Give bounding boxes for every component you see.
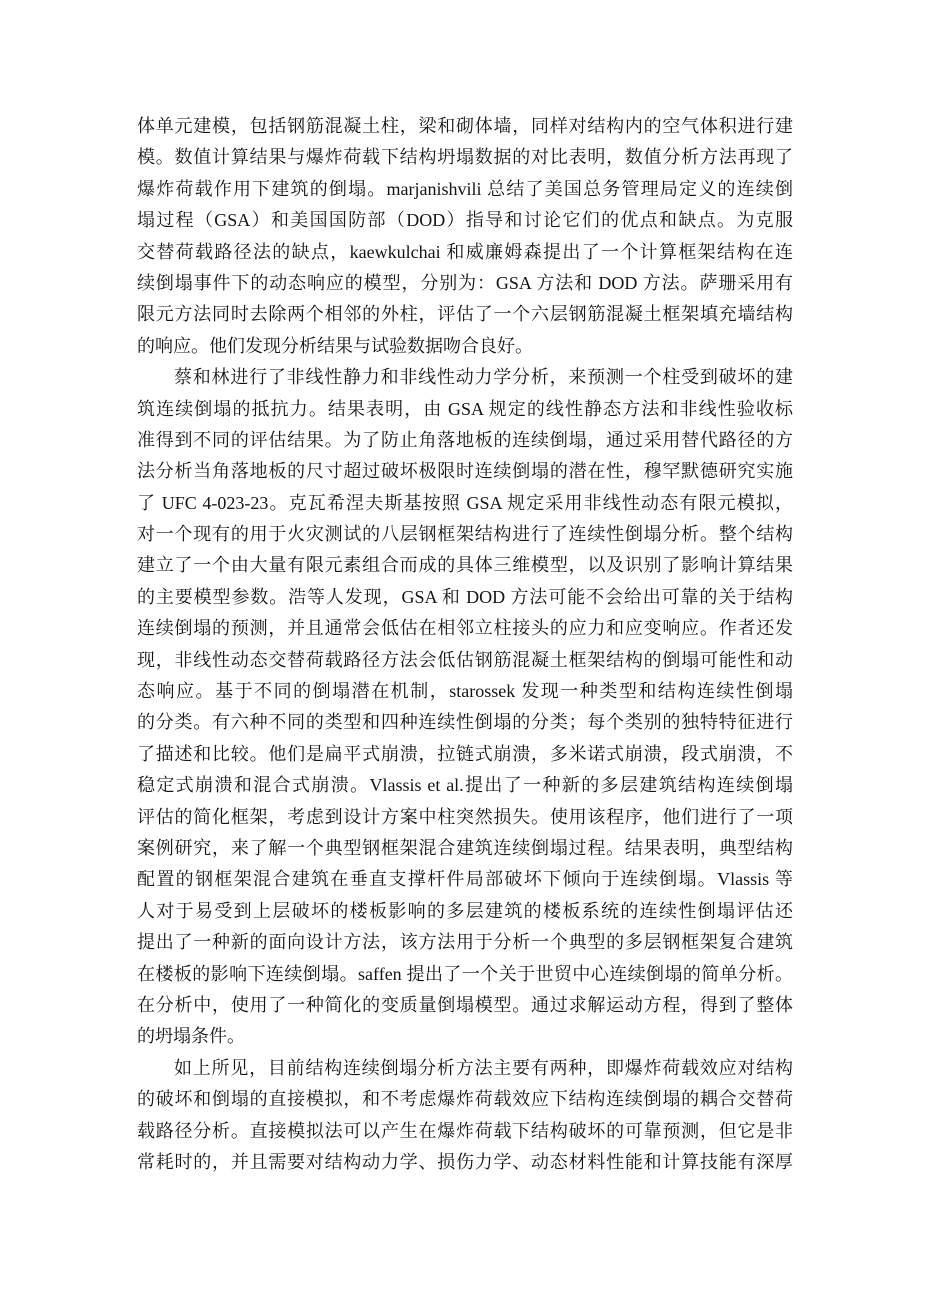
text-line: 配置的钢框架混合建筑在垂直支撑杆件局部破坏下倾向于连续倒塌。Vlassis 等 <box>137 869 793 890</box>
paragraph <box>137 362 793 1053</box>
text-line: 提出了一种新的面向设计方法，该方法用于分析一个典型的多层钢框架复合建筑 <box>137 932 793 953</box>
text-line: 人对于易受到上层破坏的楼板影响的多层建筑的楼板系统的连续性倒塌评估还 <box>137 900 793 921</box>
text-line: 在分析中，使用了一种简化的变质量倒塌模型。通过求解运动方程，得到了整体 <box>137 994 793 1015</box>
text-line: 模。数值计算结果与爆炸荷载下结构坍塌数据的对比表明，数值分析方法再现了 <box>137 147 793 168</box>
text-line: 爆炸荷载作用下建筑的倒塌。marjanishvili 总结了美国总务管理局定义的连续倒 <box>137 178 793 199</box>
text-line: 蔡和林进行了非线性静力和非线性动力学分析，来预测一个柱受到破坏的建 <box>174 367 793 388</box>
text-line: 筑连续倒塌的抵抗力。结果表明，由 GSA 规定的线性静态方法和非线性验收标 <box>137 398 793 419</box>
text-line: 现，非线性动态交替荷载路径方法会低估钢筋混凝土框架结构的倒塌可能性和动 <box>137 649 793 670</box>
text-line: 建立了一个由大量有限元素组合而成的具体三维模型，以及识别了影响计算结果 <box>137 555 793 576</box>
text-line: 常耗时的，并且需要对结构动力学、损伤力学、动态材料性能和计算技能有深厚 <box>137 1151 793 1172</box>
text-line: 的分类。有六种不同的类型和四种连续性倒塌的分类；每个类别的独特特征进行 <box>137 712 793 733</box>
text-line: 载路径分析。直接模拟法可以产生在爆炸荷载下结构破坏的可靠预测，但它是非 <box>137 1120 793 1141</box>
text-line: 在楼板的影响下连续倒塌。saffen 提出了一个关于世贸中心连续倒塌的简单分析。 <box>137 963 793 984</box>
text-line: 了描述和比较。他们是扁平式崩溃，拉链式崩溃，多米诺式崩溃，段式崩溃，不 <box>137 743 793 764</box>
text-block <box>137 111 793 1178</box>
paragraph <box>137 111 793 362</box>
text-line: 稳定式崩溃和混合式崩溃。Vlassis et al.提出了一种新的多层建筑结构连续倒塌 <box>137 775 793 796</box>
text-line: 连续倒塌的预测，并且通常会低估在相邻立柱接头的应力和应变响应。作者还发 <box>137 618 793 639</box>
text-line: 的破坏和倒塌的直接模拟，和不考虑爆炸荷载效应下结构连续倒塌的耦合交替荷 <box>137 1089 793 1110</box>
text-line: 法分析当角落地板的尺寸超过破坏极限时连续倒塌的潜在性，穆罕默德研究实施 <box>137 461 793 482</box>
text-line: 续倒塌事件下的动态响应的模型，分别为：GSA 方法和 DOD 方法。萨珊采用有 <box>137 272 793 293</box>
text-line: 的主要模型参数。浩等人发现，GSA 和 DOD 方法可能不会给出可靠的关于结构 <box>137 586 793 607</box>
text-line: 交替荷载路径法的缺点，kaewkulchai 和威廉姆森提出了一个计算框架结构在连 <box>137 241 793 262</box>
text-line: 的坍塌条件。 <box>137 1026 245 1047</box>
text-line: 的响应。他们发现分析结果与试验数据吻合良好。 <box>137 335 533 356</box>
text-line: 态响应。基于不同的倒塌潜在机制，starossek 发现一种类型和结构连续性倒塌 <box>137 681 793 702</box>
text-line: 对一个现有的用于火灾测试的八层钢框架结构进行了连续性倒塌分析。整个结构 <box>137 524 793 545</box>
paragraph <box>137 1053 793 1179</box>
text-line: 限元方法同时去除两个相邻的外柱，评估了一个六层钢筋混凝土框架填充墙结构 <box>137 304 793 325</box>
text-line: 准得到不同的评估结果。为了防止角落地板的连续倒塌，通过采用替代路径的方 <box>137 429 793 450</box>
text-line: 体单元建模，包括钢筋混凝土柱，梁和砌体墙，同样对结构内的空气体积进行建 <box>137 116 793 136</box>
text-line: 塌过程（GSA）和美国国防部（DOD）指导和讨论它们的优点和缺点。为克服 <box>137 210 793 231</box>
text-line: 评估的简化框架，考虑到设计方案中柱突然损失。使用该程序，他们进行了一项 <box>137 806 793 827</box>
text-line: 案例研究，来了解一个典型钢框架混合建筑连续倒塌过程。结果表明，典型结构 <box>137 837 793 858</box>
text-line: 如上所见，目前结构连续倒塌分析方法主要有两种，即爆炸荷载效应对结构 <box>174 1057 793 1078</box>
text-line: 了 UFC 4-023-23。克瓦希涅夫斯基按照 GSA 规定采用非线性动态有限元模拟， <box>137 492 793 513</box>
